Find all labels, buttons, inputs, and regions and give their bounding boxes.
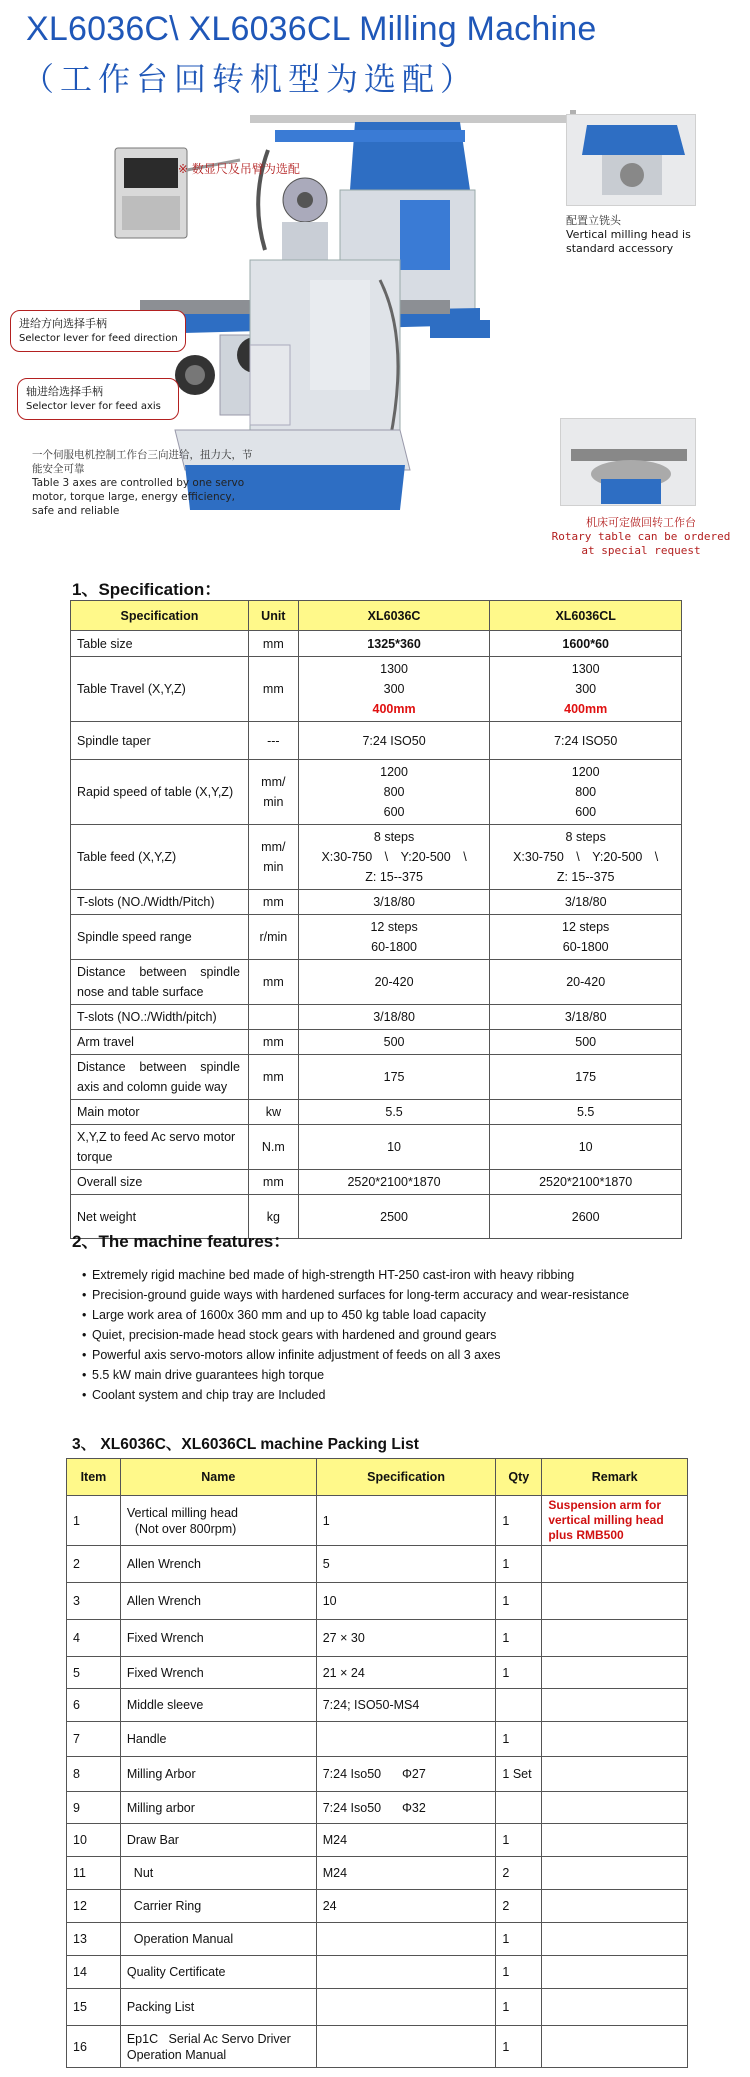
packing-item: 7 bbox=[67, 1722, 121, 1757]
packing-spec: 10 bbox=[316, 1583, 496, 1620]
spec-unit: mm bbox=[248, 631, 298, 657]
packing-name: Allen Wrench bbox=[120, 1583, 316, 1620]
spec-unit: kg bbox=[248, 1195, 298, 1239]
packing-qty: 1 bbox=[496, 1583, 542, 1620]
packing-qty: 2 bbox=[496, 1890, 542, 1923]
spec-unit: mm bbox=[248, 1170, 298, 1195]
travel-z: 400mm bbox=[564, 702, 608, 716]
spec-value-c: 10 bbox=[298, 1125, 490, 1170]
table-row bbox=[67, 2026, 688, 2068]
spec-row-spindle-taper bbox=[71, 722, 682, 760]
features-list bbox=[82, 1265, 629, 1405]
packing-name: Quality Certificate bbox=[120, 1956, 316, 1989]
spec-value-cl bbox=[490, 760, 682, 825]
feature-item: • Powerful axis servo-motors allow infinite adjustment of feeds on all 3 axes bbox=[82, 1345, 629, 1365]
feed-z: Z: 15--375 bbox=[365, 870, 423, 884]
packing-item: 4 bbox=[67, 1620, 121, 1657]
packing-remark bbox=[542, 1546, 688, 1583]
packing-name-line-1: Vertical milling head bbox=[126, 1505, 239, 1520]
packing-spec: 24 bbox=[316, 1890, 496, 1923]
spec-value-cl: 1600*60 bbox=[490, 631, 682, 657]
packing-remark bbox=[542, 1923, 688, 1956]
spec-value-c: 2520*2100*1870 bbox=[298, 1170, 490, 1195]
packing-name: Draw Bar bbox=[120, 1824, 316, 1857]
feature-item: • 5.5 kW main drive guarantees high torque bbox=[82, 1365, 629, 1385]
spec-value-cl: 3/18/80 bbox=[490, 890, 682, 915]
packing-name bbox=[120, 2026, 316, 2068]
rotary-table-photo bbox=[560, 418, 696, 506]
table-row bbox=[67, 1989, 688, 2026]
packing-qty: 1 bbox=[496, 1722, 542, 1757]
feed-steps: 8 steps bbox=[373, 830, 415, 844]
spec-value-cl: 5.5 bbox=[490, 1100, 682, 1125]
spec-value-cl: 2600 bbox=[490, 1195, 682, 1239]
packing-qty: 1 bbox=[496, 1496, 542, 1546]
spec-value-cl bbox=[490, 825, 682, 890]
table-row bbox=[67, 1923, 688, 1956]
packing-section-title: 3、 XL6036C、XL6036CL machine Packing List bbox=[72, 1436, 419, 1453]
packing-remark bbox=[542, 1583, 688, 1620]
spec-name-line-2: axis and colomn guide way bbox=[77, 1080, 228, 1094]
rapid-z: 600 bbox=[383, 805, 405, 819]
spec-unit: r/min bbox=[248, 915, 298, 960]
packing-name: Handle bbox=[120, 1722, 316, 1757]
feed-xy: X:30-750 \ Y:20-500 \ bbox=[513, 850, 659, 864]
spec-value-c: 1325*360 bbox=[298, 631, 490, 657]
spec-name: Table size bbox=[71, 631, 249, 657]
spec-row-rapid-speed bbox=[71, 760, 682, 825]
feature-item: • Precision-ground guide ways with hardened surfaces for long-term accuracy and wear-resistance bbox=[82, 1285, 629, 1305]
spec-header-xl6036c: XL6036C bbox=[298, 601, 490, 631]
callout-head-cn: 配置立铣头 bbox=[566, 214, 621, 227]
spec-name: Net weight bbox=[71, 1195, 249, 1239]
spec-name: T-slots (NO.:/Width/pitch) bbox=[71, 1005, 249, 1030]
packing-spec: 21 × 24 bbox=[316, 1657, 496, 1689]
spec-value-c bbox=[298, 657, 490, 722]
packing-header-specification: Specification bbox=[316, 1459, 496, 1496]
callout-feed-direction bbox=[10, 310, 186, 352]
spec-name bbox=[71, 960, 249, 1005]
spec-unit: N.m bbox=[248, 1125, 298, 1170]
packing-qty: 1 bbox=[496, 1956, 542, 1989]
packing-remark bbox=[542, 1657, 688, 1689]
packing-name: Nut bbox=[120, 1857, 316, 1890]
spec-value-c: 3/18/80 bbox=[298, 890, 490, 915]
packing-name: Fixed Wrench bbox=[120, 1620, 316, 1657]
callout-feed-axis bbox=[17, 378, 179, 420]
travel-x: 1300 bbox=[571, 662, 600, 676]
packing-qty: 1 bbox=[496, 1989, 542, 2026]
packing-remark bbox=[542, 1620, 688, 1657]
spec-header-row bbox=[71, 601, 682, 631]
callout-rotary bbox=[546, 516, 736, 558]
packing-name bbox=[120, 1496, 316, 1546]
spec-value-c: 3/18/80 bbox=[298, 1005, 490, 1030]
spec-value-cl: 175 bbox=[490, 1055, 682, 1100]
table-row bbox=[67, 1757, 688, 1792]
spec-name: Spindle speed range bbox=[71, 915, 249, 960]
spec-name: Rapid speed of table (X,Y,Z) bbox=[71, 760, 249, 825]
callout-top bbox=[178, 162, 300, 176]
spec-value-c: 20-420 bbox=[298, 960, 490, 1005]
packing-spec bbox=[316, 1989, 496, 2026]
spec-unit bbox=[248, 1005, 298, 1030]
spec-value-c: 500 bbox=[298, 1030, 490, 1055]
packing-header-remark: Remark bbox=[542, 1459, 688, 1496]
spec-header-unit: Unit bbox=[248, 601, 298, 631]
table-row bbox=[67, 1689, 688, 1722]
spec-unit: kw bbox=[248, 1100, 298, 1125]
callout-servo bbox=[32, 448, 254, 518]
vertical-head-photo bbox=[566, 114, 696, 206]
packing-item: 10 bbox=[67, 1824, 121, 1857]
packing-spec: 27 × 30 bbox=[316, 1620, 496, 1657]
packing-item: 2 bbox=[67, 1546, 121, 1583]
feed-z: Z: 15--375 bbox=[556, 870, 615, 884]
spec-value-c: 5.5 bbox=[298, 1100, 490, 1125]
packing-item: 3 bbox=[67, 1583, 121, 1620]
spec-row-tslots bbox=[71, 890, 682, 915]
spec-value-c: 175 bbox=[298, 1055, 490, 1100]
spec-name: Main motor bbox=[71, 1100, 249, 1125]
packing-qty: 1 bbox=[496, 1546, 542, 1583]
spec-row-servo-torque bbox=[71, 1125, 682, 1170]
packing-item: 1 bbox=[67, 1496, 121, 1546]
unit-line-1: mm/ bbox=[261, 775, 286, 789]
packing-spec bbox=[316, 2026, 496, 2068]
table-row bbox=[67, 1722, 688, 1757]
spec-unit bbox=[248, 760, 298, 825]
callout-top-text: ※ 数显尺及吊臂为选配 bbox=[178, 162, 300, 176]
spec-unit: mm bbox=[248, 657, 298, 722]
rapid-x: 1200 bbox=[571, 765, 600, 779]
rapid-z: 600 bbox=[575, 805, 597, 819]
spec-table bbox=[70, 600, 682, 1239]
packing-header-qty: Qty bbox=[496, 1459, 542, 1496]
speed-range: 60-1800 bbox=[562, 940, 609, 954]
spec-value-c: 7:24 ISO50 bbox=[298, 722, 490, 760]
packing-spec bbox=[316, 1923, 496, 1956]
spec-value-c bbox=[298, 760, 490, 825]
spec-name: Spindle taper bbox=[71, 722, 249, 760]
packing-name-line-2: Operation Manual bbox=[126, 2047, 227, 2062]
table-row bbox=[67, 1857, 688, 1890]
spec-unit bbox=[248, 825, 298, 890]
packing-name: Fixed Wrench bbox=[120, 1657, 316, 1689]
packing-name-line-1: Ep1C Serial Ac Servo Driver bbox=[126, 2031, 291, 2046]
spec-unit: mm bbox=[248, 890, 298, 915]
packing-spec bbox=[316, 1722, 496, 1757]
callout-feed-axis-en: Selector lever for feed axis bbox=[26, 401, 161, 412]
packing-name: Milling Arbor bbox=[120, 1757, 316, 1792]
travel-y: 300 bbox=[575, 682, 597, 696]
features-section-title: 2、The machine features： bbox=[72, 1232, 291, 1251]
table-row bbox=[67, 1583, 688, 1620]
packing-spec bbox=[316, 1956, 496, 1989]
travel-z: 400mm bbox=[372, 702, 416, 716]
spec-row-arm-travel bbox=[71, 1030, 682, 1055]
packing-remark bbox=[542, 1792, 688, 1824]
spec-row-spindle-speed bbox=[71, 915, 682, 960]
table-row bbox=[67, 1956, 688, 1989]
callout-feed-direction-cn: 进给方向选择手柄 bbox=[19, 317, 107, 330]
packing-qty bbox=[496, 1792, 542, 1824]
packing-item: 15 bbox=[67, 1989, 121, 2026]
packing-spec: 5 bbox=[316, 1546, 496, 1583]
feature-item: • Extremely rigid machine bed made of high-strength HT-250 cast-iron with heavy ribbing bbox=[82, 1265, 629, 1285]
callout-servo-en: Table 3 axes are controlled by one servo motor, torque large, energy efficiency, safe and reliable bbox=[32, 477, 245, 517]
packing-spec: 7:24 Iso50 Φ27 bbox=[316, 1757, 496, 1792]
callout-rotary-en2: at special request bbox=[581, 544, 701, 557]
packing-header-row bbox=[67, 1459, 688, 1496]
callout-rotary-cn: 机床可定做回转工作台 bbox=[586, 516, 696, 529]
callout-vertical-head bbox=[566, 214, 716, 256]
spec-name-line-1: Distance between spindle bbox=[77, 1060, 240, 1074]
feature-item: • Quiet, precision-made head stock gears with hardened and ground gears bbox=[82, 1325, 629, 1345]
unit-line-1: mm/ bbox=[261, 840, 286, 854]
packing-remark: Suspension arm for vertical milling head plus RMB500 bbox=[542, 1496, 688, 1546]
spec-unit: mm bbox=[248, 1030, 298, 1055]
packing-spec: 7:24 Iso50 Φ32 bbox=[316, 1792, 496, 1824]
packing-name-line-2: (Not over 800rpm) bbox=[134, 1521, 237, 1536]
spec-name: Overall size bbox=[71, 1170, 249, 1195]
unit-line-2: min bbox=[263, 795, 284, 809]
spec-value-c bbox=[298, 825, 490, 890]
spec-row-main-motor bbox=[71, 1100, 682, 1125]
spec-unit: --- bbox=[248, 722, 298, 760]
callout-feed-direction-en: Selector lever for feed direction bbox=[19, 333, 178, 344]
spec-name-line-2: torque bbox=[77, 1150, 113, 1164]
packing-remark bbox=[542, 1890, 688, 1923]
packing-qty: 2 bbox=[496, 1857, 542, 1890]
spec-row-table-size bbox=[71, 631, 682, 657]
page-title: XL6036C\ XL6036CL Milling Machine bbox=[26, 10, 597, 48]
spec-value-c bbox=[298, 915, 490, 960]
spec-name: Table feed (X,Y,Z) bbox=[71, 825, 249, 890]
packing-qty: 1 bbox=[496, 1824, 542, 1857]
spec-name bbox=[71, 1125, 249, 1170]
spec-unit: mm bbox=[248, 1055, 298, 1100]
spec-name: Arm travel bbox=[71, 1030, 249, 1055]
spec-value-cl bbox=[490, 915, 682, 960]
spec-value-cl: 3/18/80 bbox=[490, 1005, 682, 1030]
packing-qty: 1 bbox=[496, 1923, 542, 1956]
packing-table bbox=[66, 1458, 688, 2068]
speed-range: 60-1800 bbox=[371, 940, 417, 954]
table-row bbox=[67, 1792, 688, 1824]
spec-value-cl: 20-420 bbox=[490, 960, 682, 1005]
travel-x: 1300 bbox=[380, 662, 408, 676]
packing-remark bbox=[542, 1722, 688, 1757]
spec-row-distance-nose bbox=[71, 960, 682, 1005]
packing-qty bbox=[496, 1689, 542, 1722]
table-row bbox=[67, 1546, 688, 1583]
packing-qty: 1 bbox=[496, 1620, 542, 1657]
spec-value-cl: 7:24 ISO50 bbox=[490, 722, 682, 760]
rapid-x: 1200 bbox=[380, 765, 408, 779]
packing-item: 8 bbox=[67, 1757, 121, 1792]
spec-value-cl: 10 bbox=[490, 1125, 682, 1170]
packing-remark bbox=[542, 1824, 688, 1857]
spec-value-cl: 500 bbox=[490, 1030, 682, 1055]
table-row bbox=[67, 1620, 688, 1657]
packing-item: 16 bbox=[67, 2026, 121, 2068]
packing-name: Carrier Ring bbox=[120, 1890, 316, 1923]
callout-head-en: Vertical milling head is standard accessory bbox=[566, 228, 691, 255]
spec-name-line-1: Distance between spindle bbox=[77, 965, 240, 979]
table-row bbox=[67, 1890, 688, 1923]
packing-remark bbox=[542, 1757, 688, 1792]
page-subtitle: （工作台回转机型为选配） bbox=[22, 60, 479, 98]
spec-row-overall-size bbox=[71, 1170, 682, 1195]
spec-value-cl: 2520*2100*1870 bbox=[490, 1170, 682, 1195]
spec-name-line-2: nose and table surface bbox=[77, 985, 204, 999]
spec-row-distance-axis bbox=[71, 1055, 682, 1100]
spec-row-tslots-2 bbox=[71, 1005, 682, 1030]
speed-steps: 12 steps bbox=[370, 920, 418, 934]
feature-item: • Large work area of 1600x 360 mm and up to 450 kg table load capacity bbox=[82, 1305, 629, 1325]
table-row bbox=[67, 1496, 688, 1546]
packing-item: 12 bbox=[67, 1890, 121, 1923]
packing-item: 13 bbox=[67, 1923, 121, 1956]
table-row bbox=[67, 1824, 688, 1857]
table-row bbox=[67, 1657, 688, 1689]
callout-rotary-en1: Rotary table can be ordered bbox=[551, 530, 731, 543]
packing-remark bbox=[542, 1956, 688, 1989]
packing-spec: 7:24; ISO50-MS4 bbox=[316, 1689, 496, 1722]
packing-item: 9 bbox=[67, 1792, 121, 1824]
packing-item: 6 bbox=[67, 1689, 121, 1722]
packing-remark bbox=[542, 1689, 688, 1722]
spec-value-c: 2500 bbox=[298, 1195, 490, 1239]
spec-name-line-1: X,Y,Z to feed Ac servo motor bbox=[77, 1130, 236, 1144]
packing-qty: 1 bbox=[496, 1657, 542, 1689]
feed-steps: 8 steps bbox=[565, 830, 606, 844]
packing-item: 5 bbox=[67, 1657, 121, 1689]
callout-feed-axis-cn: 轴进给选择手柄 bbox=[26, 385, 103, 398]
spec-name: T-slots (NO./Width/Pitch) bbox=[71, 890, 249, 915]
spec-name bbox=[71, 1055, 249, 1100]
packing-header-item: Item bbox=[67, 1459, 121, 1496]
packing-spec: M24 bbox=[316, 1824, 496, 1857]
spec-section-title: 1、Specification： bbox=[72, 580, 222, 599]
packing-remark bbox=[542, 2026, 688, 2068]
packing-name: Allen Wrench bbox=[120, 1546, 316, 1583]
packing-name: Middle sleeve bbox=[120, 1689, 316, 1722]
packing-spec: M24 bbox=[316, 1857, 496, 1890]
packing-qty: 1 Set bbox=[496, 1757, 542, 1792]
packing-header-name: Name bbox=[120, 1459, 316, 1496]
spec-row-table-feed bbox=[71, 825, 682, 890]
vertical-head-illustration bbox=[567, 115, 696, 206]
spec-header-specification: Specification bbox=[71, 601, 249, 631]
spec-row-table-travel bbox=[71, 657, 682, 722]
spec-header-xl6036cl: XL6036CL bbox=[490, 601, 682, 631]
unit-line-2: min bbox=[263, 860, 284, 874]
packing-name: Milling arbor bbox=[120, 1792, 316, 1824]
feature-item: • Coolant system and chip tray are Included bbox=[82, 1385, 629, 1405]
spec-name: Table Travel (X,Y,Z) bbox=[71, 657, 249, 722]
rotary-table-illustration bbox=[561, 419, 696, 506]
packing-name: Operation Manual bbox=[120, 1923, 316, 1956]
rapid-y: 800 bbox=[575, 785, 597, 799]
packing-item: 14 bbox=[67, 1956, 121, 1989]
spec-value-cl bbox=[490, 657, 682, 722]
packing-name: Packing List bbox=[120, 1989, 316, 2026]
packing-item: 11 bbox=[67, 1857, 121, 1890]
feed-xy: X:30-750 \ Y:20-500 \ bbox=[321, 850, 467, 864]
callout-servo-cn: 一个伺服电机控制工作台三向进给，扭力大，节能安全可靠 bbox=[32, 449, 253, 475]
packing-spec: 1 bbox=[316, 1496, 496, 1546]
packing-remark bbox=[542, 1989, 688, 2026]
travel-y: 300 bbox=[383, 682, 405, 696]
spec-unit: mm bbox=[248, 960, 298, 1005]
packing-qty: 1 bbox=[496, 2026, 542, 2068]
rapid-y: 800 bbox=[383, 785, 405, 799]
packing-remark bbox=[542, 1857, 688, 1890]
speed-steps: 12 steps bbox=[562, 920, 610, 934]
